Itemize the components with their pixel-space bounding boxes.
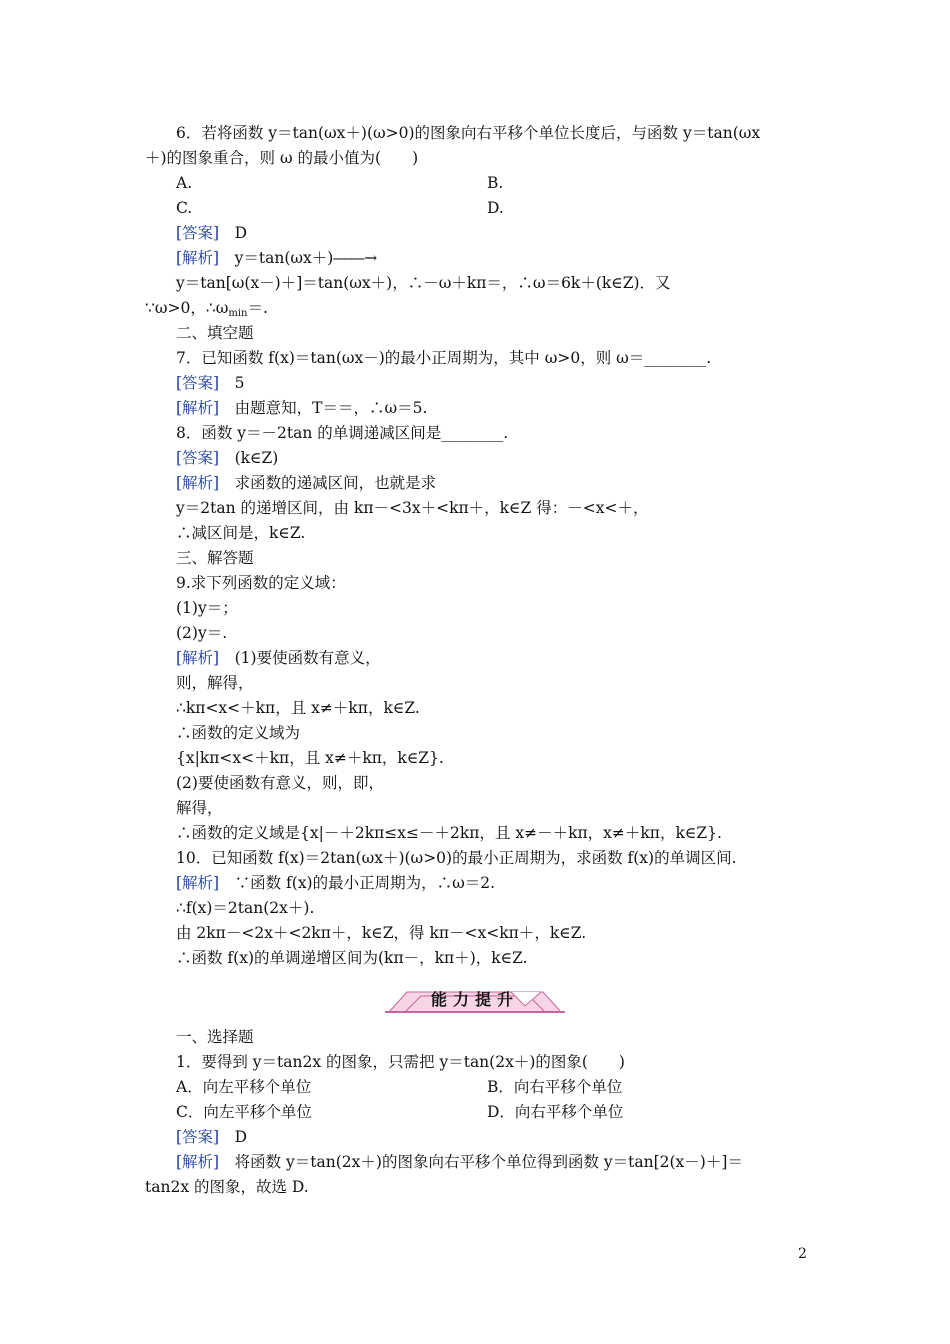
ab-q1-option-d: D．向右平移个单位	[487, 1103, 624, 1121]
q6-option-c: C.	[176, 199, 193, 217]
q9-analysis-line-5: {x|kπ<x<＋kπ，且 x≠＋kπ，k∈Z}.	[176, 749, 444, 767]
q9-analysis-line-2: 则，解得，	[176, 674, 254, 692]
ability-banner	[385, 986, 565, 1014]
q6-line-2: ＋)的图象重合，则 ω 的最小值为( )	[145, 149, 419, 167]
q7-line: 7．已知函数 f(x)＝tan(ωx－)的最小正周期为，其中 ω>0，则 ω＝________.	[176, 349, 712, 367]
section-fill-in: 二、填空题	[176, 324, 254, 342]
q10-line: 10．已知函数 f(x)＝2tan(ωx＋)(ω>0)的最小正周期为，求函数 f(x)的单调区间.	[176, 849, 737, 867]
page-number: 2	[798, 1246, 807, 1262]
q6-analysis-line-3: ∵ω>0，$\therefore\omega_{min}=$.	[145, 299, 268, 319]
q6-analysis: [解析] y＝tan(ωx＋)――→	[176, 249, 378, 267]
q10-analysis-line-3: 由 2kπ－<2x＋<2kπ＋，k∈Z，得 kπ－<x<kπ＋，k∈Z.	[176, 924, 587, 942]
q6-line-1: 6．若将函数 y＝tan(ωx＋)(ω>0)的图象向右平移个单位长度后，与函数 y＝tan(ωx	[176, 124, 761, 142]
q6-answer: [答案] D	[176, 224, 248, 242]
banner-title: 能力提升	[430, 990, 519, 1009]
q9-part-1: (1)y＝；	[176, 599, 238, 617]
q8-analysis-line-3: ∴减区间是，k∈Z.	[176, 524, 306, 542]
q8-answer: [答案] (k∈Z)	[176, 449, 279, 467]
q6-option-d: D.	[487, 199, 504, 217]
ab-q1-option-c: C．向左平移个单位	[176, 1103, 312, 1121]
ab-q1-analysis: [解析] 将函数 y＝tan(2x＋)的图象向右平移个单位得到函数 y＝tan[2(x－)＋]＝	[176, 1153, 743, 1171]
section-solve: 三、解答题	[176, 549, 254, 567]
q6-option-b: B.	[487, 174, 504, 192]
ab-q1-answer: [答案] D	[176, 1128, 248, 1146]
q9-analysis-line-3: ∴kπ<x<＋kπ，且 x≠＋kπ，k∈Z.	[176, 699, 420, 717]
q9-analysis-line-8: ∴函数的定义域是{x|－＋2kπ≤x≤－＋2kπ，且 x≠－＋kπ，x≠＋kπ，k∈Z}.	[176, 824, 722, 842]
q8-line: 8．函数 y＝－2tan 的单调递减区间是________.	[176, 424, 509, 442]
ab-q1-option-a: A．向左平移个单位	[176, 1078, 312, 1096]
q10-analysis-line-2: ∴f(x)＝2tan(2x＋).	[176, 899, 315, 917]
q7-answer: [答案] 5	[176, 374, 245, 392]
q7-analysis: [解析] 由题意知，T＝＝，∴ω＝5.	[176, 399, 428, 417]
ab-q1-analysis-line-2: tan2x 的图象，故选 D.	[145, 1178, 309, 1196]
q9-part-2: (2)y＝.	[176, 624, 228, 642]
q10-analysis-line-4: ∴函数 f(x)的单调递增区间为(kπ－，kπ＋)，k∈Z.	[176, 949, 528, 967]
q8-analysis-line-2: y＝2tan 的递增区间，由 kπ－<3x＋<kπ＋，k∈Z 得：－<x<＋，	[176, 499, 649, 517]
q9-analysis: [解析] (1)要使函数有意义，	[176, 649, 381, 667]
q8-analysis: [解析] 求函数的递减区间，也就是求	[176, 474, 437, 492]
answer-tag: [答案]	[176, 224, 235, 242]
analysis-tag: [解析]	[176, 249, 235, 267]
q9-analysis-line-7: 解得，	[176, 799, 223, 817]
q6-option-a: A.	[176, 174, 193, 192]
ab-q1-option-b: B．向右平移个单位	[487, 1078, 623, 1096]
q9-analysis-line-6: (2)要使函数有意义，则，即，	[176, 774, 384, 792]
section-choice: 一、选择题	[176, 1028, 254, 1046]
ab-q1-line: 1．要得到 y＝tan2x 的图象，只需把 y＝tan(2x＋)的图象( )	[176, 1053, 625, 1071]
q9-line: 9.求下列函数的定义域：	[176, 574, 346, 592]
q9-analysis-line-4: ∴函数的定义域为	[176, 724, 301, 742]
q6-analysis-line-2: y＝tan[ω(x－)＋]＝tan(ωx＋)，∴－ω＋kπ＝，∴ω＝6k＋(k∈Z)．又	[176, 274, 671, 292]
q10-analysis: [解析] ∵函数 f(x)的最小正周期为，∴ω＝2.	[176, 874, 496, 892]
